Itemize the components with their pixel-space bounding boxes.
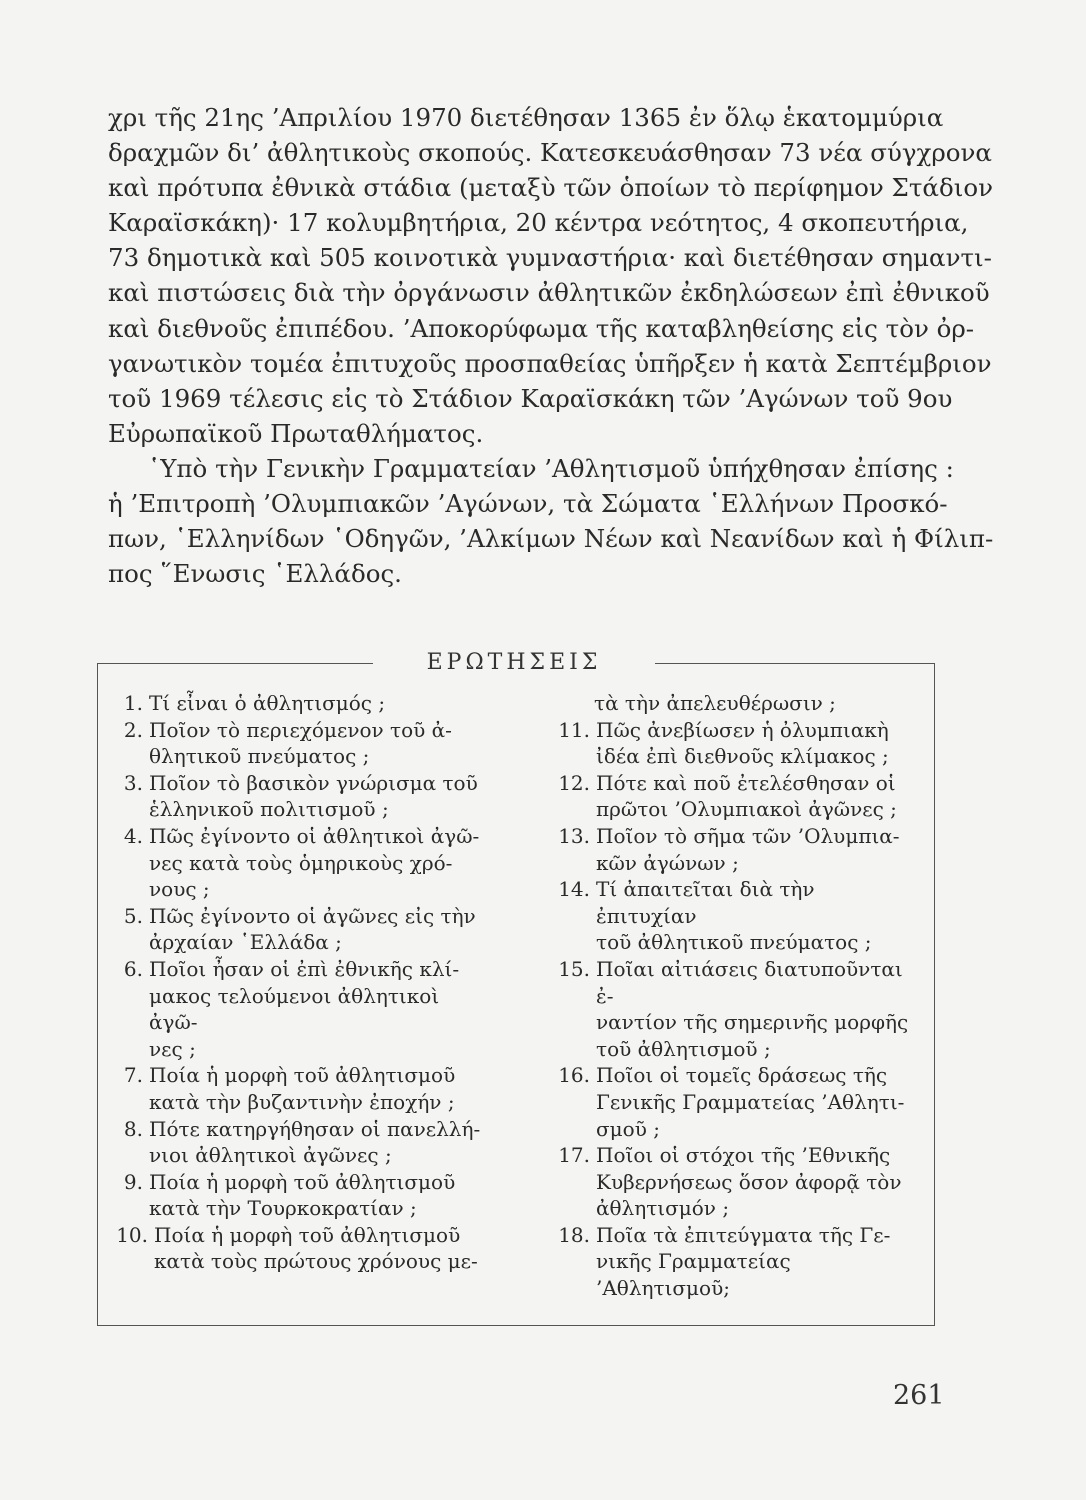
body-line: δραχμῶν δι’ ἀθλητικοὺς σκοπούς. Κατεσκευάσθησαν 73 νέα σύγχρονα xyxy=(108,138,992,168)
question-number: 10. xyxy=(116,1222,148,1247)
question-number: 18. xyxy=(558,1222,590,1247)
question-item xyxy=(550,876,920,956)
question-number: 13. xyxy=(558,823,590,848)
body-line: ἡ ’Επιτροπὴ ’Ολυμπιακῶν ’Αγώνων, τὰ Σώματα ῾Ελλήνων Προσκό- xyxy=(108,489,948,519)
question-item xyxy=(108,1169,483,1222)
question-item xyxy=(108,1062,483,1115)
questions-left-column xyxy=(108,690,483,1275)
question-text: Ποῖα τὰ ἐπιτεύγματα τῆς Γε- νικῆς Γραμματείας ’Αθλητισμοῦ; xyxy=(596,1222,891,1301)
question-text: Ποῖοι οἱ τομεῖς δράσεως τῆς Γενικῆς Γραμματείας ’Αθλητι- σμοῦ ; xyxy=(596,1063,905,1141)
question-item xyxy=(550,1062,920,1142)
question-number: 11. xyxy=(558,717,590,742)
question-text: Πότε κατηργήθησαν οἱ πανελλή- νιοι ἀθλητικοὶ ἀγῶνες ; xyxy=(149,1116,481,1168)
question-text: Ποία ἡ μορφὴ τοῦ ἀθλητισμοῦ κατὰ τοὺς πρώτους χρόνους με- xyxy=(154,1222,478,1274)
body-line: πος ῞Ενωσις ῾Ελλάδος. xyxy=(108,559,402,589)
question-text: Ποία ἡ μορφὴ τοῦ ἀθλητισμοῦ κατὰ τὴν Τουρκοκρατίαν ; xyxy=(149,1169,456,1221)
body-line: καὶ πιστώσεις διὰ τὴν ὀργάνωσιν ἀθλητικῶν ἐκδηλώσεων ἐπὶ ἐθνικοῦ xyxy=(108,278,990,308)
question-number: 3. xyxy=(123,770,143,795)
question-item xyxy=(550,1222,920,1302)
box-top-rule-left xyxy=(97,663,373,664)
question-number: 9. xyxy=(123,1169,143,1194)
body-line: τοῦ 1969 τέλεσις εἰς τὸ Στάδιον Καραϊσκάκη τῶν ’Αγώνων τοῦ 9ου xyxy=(108,383,953,413)
question-number: 2. xyxy=(123,717,143,742)
question-text: Πῶς ἐγίνοντο οἱ ἀθλητικοὶ ἀγῶ- νες κατὰ τοὺς ὁμηρικοὺς χρό- νους ; xyxy=(149,823,480,902)
question-number: 4. xyxy=(123,823,143,848)
question-item xyxy=(550,956,920,1062)
question-item xyxy=(108,690,483,717)
question-text: Ποῖον τὸ σῆμα τῶν ’Ολυμπια- κῶν ἀγώνων ; xyxy=(596,823,900,875)
body-line: καὶ διεθνοῦς ἐπιπέδου. ’Αποκορύφωμα τῆς καταβληθείσης εἰς τὸν ὀρ- xyxy=(108,313,975,343)
body-line: 73 δημοτικὰ καὶ 505 κοινοτικὰ γυμναστήρια· καὶ διετέθησαν σημαντι- xyxy=(108,243,992,273)
question-number: 1. xyxy=(123,691,143,715)
question-item xyxy=(108,903,483,956)
question-number: 6. xyxy=(123,956,143,981)
question-text: Ποία ἡ μορφὴ τοῦ ἀθλητισμοῦ κατὰ τὴν βυζαντινὴν ἐποχήν ; xyxy=(149,1063,456,1114)
box-top-rule-right xyxy=(655,663,935,664)
question-item xyxy=(108,770,483,823)
question-text: Ποῖον τὸ βασικὸν γνώρισμα τοῦ ἑλληνικοῦ πολιτισμοῦ ; xyxy=(149,770,478,822)
body-line: χρι τῆς 21ης ’Απριλίου 1970 διετέθησαν 1365 ἐν ὅλῳ ἑκατομμύρια xyxy=(108,103,944,132)
body-line: γανωτικὸν τομέα ἐπιτυχοῦς προσπαθείας ὑπῆρξεν ἡ κατὰ Σεπτέμβριον xyxy=(108,348,992,378)
question-item xyxy=(108,823,483,903)
question-text: Ποῖαι αἰτιάσεις διατυποῦνται ἐ- ναντίον τῆς σημερινῆς μορφῆς τοῦ ἀθλητισμοῦ ; xyxy=(596,956,909,1061)
question-text: Ποῖον τὸ περιεχόμενον τοῦ ἀ- θλητικοῦ πνεύματος ; xyxy=(149,717,452,769)
question-number: 12. xyxy=(558,770,590,795)
body-line: ῾Υπὸ τὴν Γενικὴν Γραμματείαν ’Αθλητισμοῦ ὑπήχθησαν ἐπίσης : xyxy=(148,453,954,483)
question-text: Πῶς ἀνεβίωσεν ἡ ὀλυμπιακὴ ἰδέα ἐπὶ διεθνοῦς κλίμακος ; xyxy=(596,717,889,769)
question-number: 16. xyxy=(558,1063,590,1088)
question-number: 8. xyxy=(123,1116,143,1141)
body-line: Εὐρωπαϊκοῦ Πρωταθλήματος. xyxy=(108,418,484,448)
question-text: Τί ἀπαιτεῖται διὰ τὴν ἐπιτυχίαν τοῦ ἀθλητικοῦ πνεύματος ; xyxy=(596,877,872,955)
question-number: 7. xyxy=(123,1063,143,1088)
question-text: Πῶς ἐγίνοντο οἱ ἀγῶνες εἰς τὴν ἀρχαίαν ῾Ελλάδα ; xyxy=(149,903,476,955)
question-text: Τί εἶναι ὁ ἀθλητισμός ; xyxy=(149,691,386,715)
questions-title: ΕΡΩΤΗΣΕΙΣ xyxy=(426,650,602,675)
question-item xyxy=(550,823,920,876)
page-number: 261 xyxy=(893,1380,945,1411)
question-continuation: τὰ τὴν ἀπελευθέρωσιν ; xyxy=(594,691,836,715)
body-text xyxy=(108,100,994,591)
body-line: Καραϊσκάκη)· 17 κολυμβητήρια, 20 κέντρα νεότητος, 4 σκοπευτήρια, xyxy=(108,208,969,238)
question-number: 5. xyxy=(123,903,143,928)
question-number: 15. xyxy=(558,956,590,981)
question-item xyxy=(108,956,483,1062)
question-item xyxy=(108,717,483,770)
question-number: 14. xyxy=(558,877,590,902)
question-text: Ποῖοι οἱ στόχοι τῆς ’Εθνικῆς Κυβερνήσεως ὅσον ἀφορᾷ τὸν ἀθλητισμόν ; xyxy=(596,1143,902,1221)
question-text: Ποῖοι ἦσαν οἱ ἐπὶ ἐθνικῆς κλί- μακος τελούμενοι ἀθλητικοὶ ἀγῶ- νες ; xyxy=(149,956,460,1061)
question-number: 17. xyxy=(558,1143,590,1168)
question-text: Πότε καὶ ποῦ ἐτελέσθησαν οἱ πρῶτοι ’Ολυμπιακοὶ ἀγῶνες ; xyxy=(596,770,897,822)
question-item xyxy=(108,1116,483,1169)
questions-right-column xyxy=(550,690,920,1302)
body-line: καὶ πρότυπα ἐθνικὰ στάδια (μεταξὺ τῶν ὁποίων τὸ περίφημον Στάδιον xyxy=(108,173,993,203)
question-item xyxy=(550,717,920,770)
question-item xyxy=(550,770,920,823)
question-item xyxy=(550,1142,920,1222)
question-item xyxy=(108,1222,483,1275)
body-line: πων, ῾Ελληνίδων ῾Οδηγῶν, ’Αλκίμων Νέων καὶ Νεανίδων καὶ ἡ Φίλιπ- xyxy=(108,524,994,554)
